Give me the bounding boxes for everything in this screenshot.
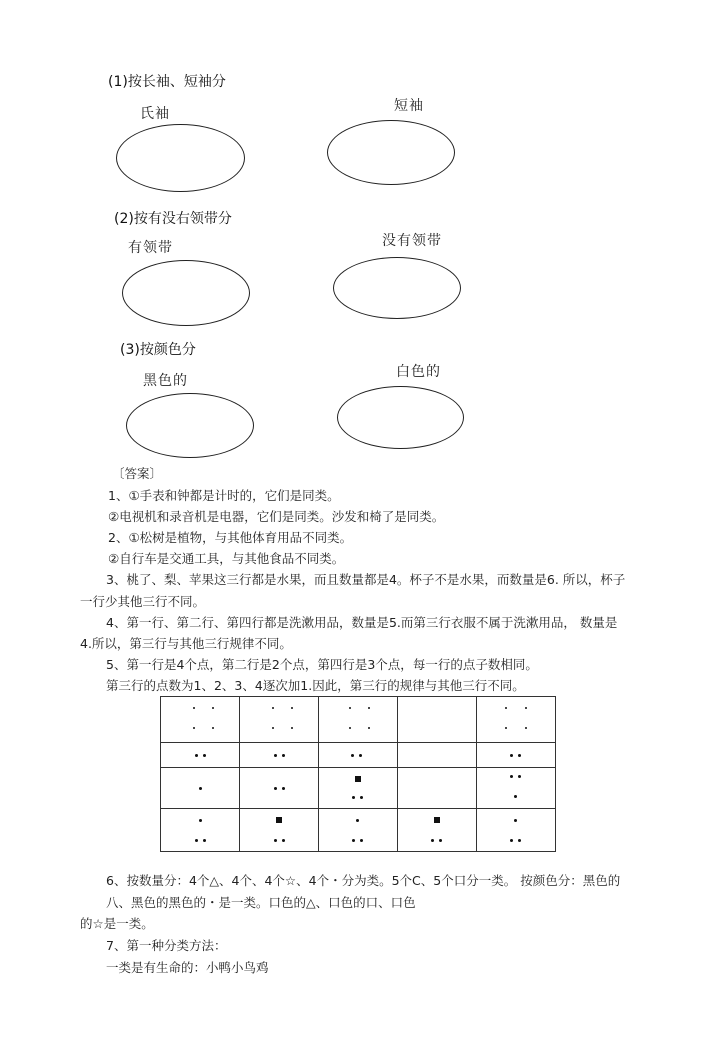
section-2-heading: (2)按有没右领带分 — [114, 211, 232, 227]
dot-icon — [193, 727, 195, 729]
section-1-right-oval — [327, 120, 455, 185]
section-2-right-label: 没有领带 — [382, 233, 442, 249]
dot-icon — [514, 795, 517, 798]
section-3-left-label: 黑色的 — [143, 373, 188, 389]
dot-icon — [360, 796, 363, 799]
dot-icon — [505, 707, 507, 709]
dot-icon — [439, 839, 442, 842]
dot-icon — [282, 787, 285, 790]
table-cell — [477, 768, 556, 809]
square-icon — [434, 817, 440, 823]
dot-icon — [359, 754, 362, 757]
dot-icon — [349, 707, 351, 709]
dot-icon — [360, 839, 363, 842]
dot-icon — [518, 839, 521, 842]
dot-icon — [291, 707, 293, 709]
dot-icon — [282, 754, 285, 757]
answer-line: ②自行车是交通工具，与其他食品不同类。 — [108, 551, 345, 566]
dot-icon — [510, 839, 513, 842]
table-cell-empty — [398, 697, 477, 743]
table-cell — [477, 697, 556, 743]
answer-line: 的☆是一类。 — [80, 916, 154, 931]
answer-line: ②电视机和录音机是电器，它们是同类。沙发和椅了是同类。 — [108, 509, 445, 524]
section-3-right-label: 白色的 — [396, 364, 441, 380]
dot-icon — [525, 727, 527, 729]
dot-icon — [525, 707, 527, 709]
table-cell-empty — [398, 768, 477, 809]
dot-icon — [199, 819, 202, 822]
dot-icon — [352, 796, 355, 799]
table-cell — [161, 697, 240, 743]
answer-line: 八、黑色的黑色的・是一类。口色的△、口色的口、口色 — [106, 895, 416, 910]
dot-icon — [518, 775, 521, 778]
answer-line: 4.所以，第三行与其他三行规律不同。 — [80, 636, 292, 651]
dot-icon — [291, 727, 293, 729]
dot-icon — [510, 754, 513, 757]
square-icon — [276, 817, 282, 823]
table-row — [161, 809, 556, 852]
table-cell — [319, 809, 398, 852]
table-cell — [477, 809, 556, 852]
section-2-left-oval — [122, 260, 250, 326]
section-3-heading: (3)按颜色分 — [120, 342, 196, 358]
dot-icon — [195, 754, 198, 757]
table-cell — [319, 697, 398, 743]
dot-icon — [431, 839, 434, 842]
answer-line: 2、①松树是植物，与其他体育用品不同类。 — [108, 530, 353, 545]
table-cell — [319, 743, 398, 768]
dot-icon — [349, 727, 351, 729]
dot-pattern-table — [160, 696, 556, 852]
table-cell — [161, 768, 240, 809]
dot-icon — [212, 727, 214, 729]
dot-icon — [212, 707, 214, 709]
answer-line: 5、第一行是4个点，第二行是2个点，第四行是3个点，每一行的点子数相同。 — [106, 657, 538, 672]
section-2-right-oval — [333, 257, 461, 319]
table-cell — [161, 809, 240, 852]
dot-icon — [352, 839, 355, 842]
answer-line: 一类是有生命的：小鸭小鸟鸡 — [106, 960, 269, 975]
answers-title: 〔答案〕 — [112, 466, 163, 481]
dot-icon — [368, 727, 370, 729]
table-cell — [240, 809, 319, 852]
dot-icon — [510, 775, 513, 778]
answer-line: 3、桃了、梨、苹果这三行都是水果，而且数量都是4。杯子不是水果，而数量是6. 所以，杯子 — [106, 572, 626, 587]
table-cell — [398, 809, 477, 852]
dot-icon — [274, 754, 277, 757]
dot-icon — [272, 707, 274, 709]
dot-icon — [193, 707, 195, 709]
answer-line: 6、按数量分：4个△、4个、4个☆、4个・分为类。5个C、5个口分一类。 按颜色分：黑色的 — [106, 873, 621, 888]
table-row — [161, 743, 556, 768]
table-cell-empty — [398, 743, 477, 768]
answer-line: 第三行的点数为1、2、3、4逐次加1.因此，第三行的规律与其他三行不同。 — [106, 678, 525, 693]
section-1-left-oval — [116, 124, 245, 192]
table-cell — [477, 743, 556, 768]
section-3-left-oval — [126, 393, 254, 458]
dot-icon — [356, 819, 359, 822]
table-row — [161, 768, 556, 809]
dot-icon — [518, 754, 521, 757]
dot-icon — [203, 754, 206, 757]
dot-icon — [199, 787, 202, 790]
table-cell — [161, 743, 240, 768]
dot-icon — [282, 839, 285, 842]
dot-icon — [195, 839, 198, 842]
dot-icon — [274, 787, 277, 790]
table-cell — [319, 768, 398, 809]
table-cell — [240, 768, 319, 809]
section-1-right-label: 短袖 — [394, 98, 424, 114]
section-3-right-oval — [337, 386, 464, 449]
dot-icon — [274, 839, 277, 842]
answer-line: 4、第一行、第二行、第四行都是洗漱用品，数量是5.而第三行衣服不属于洗漱用品， 数量是 — [106, 615, 618, 630]
section-1-left-label: 氏袖 — [140, 106, 170, 122]
square-icon — [355, 776, 361, 782]
dot-icon — [351, 754, 354, 757]
dot-icon — [203, 839, 206, 842]
answer-line: 1、①手表和钟都是计时的，它们是同类。 — [108, 488, 340, 503]
table-row — [161, 697, 556, 743]
dot-icon — [272, 727, 274, 729]
table-cell — [240, 697, 319, 743]
answer-line: 一行少其他三行不同。 — [80, 594, 206, 609]
section-1-heading: (1)按长袖、短袖分 — [108, 74, 226, 90]
table-cell — [240, 743, 319, 768]
dot-icon — [368, 707, 370, 709]
dot-icon — [505, 727, 507, 729]
section-2-left-label: 有领带 — [128, 240, 173, 256]
answer-line: 7、第一种分类方法： — [106, 938, 227, 953]
dot-icon — [514, 819, 517, 822]
